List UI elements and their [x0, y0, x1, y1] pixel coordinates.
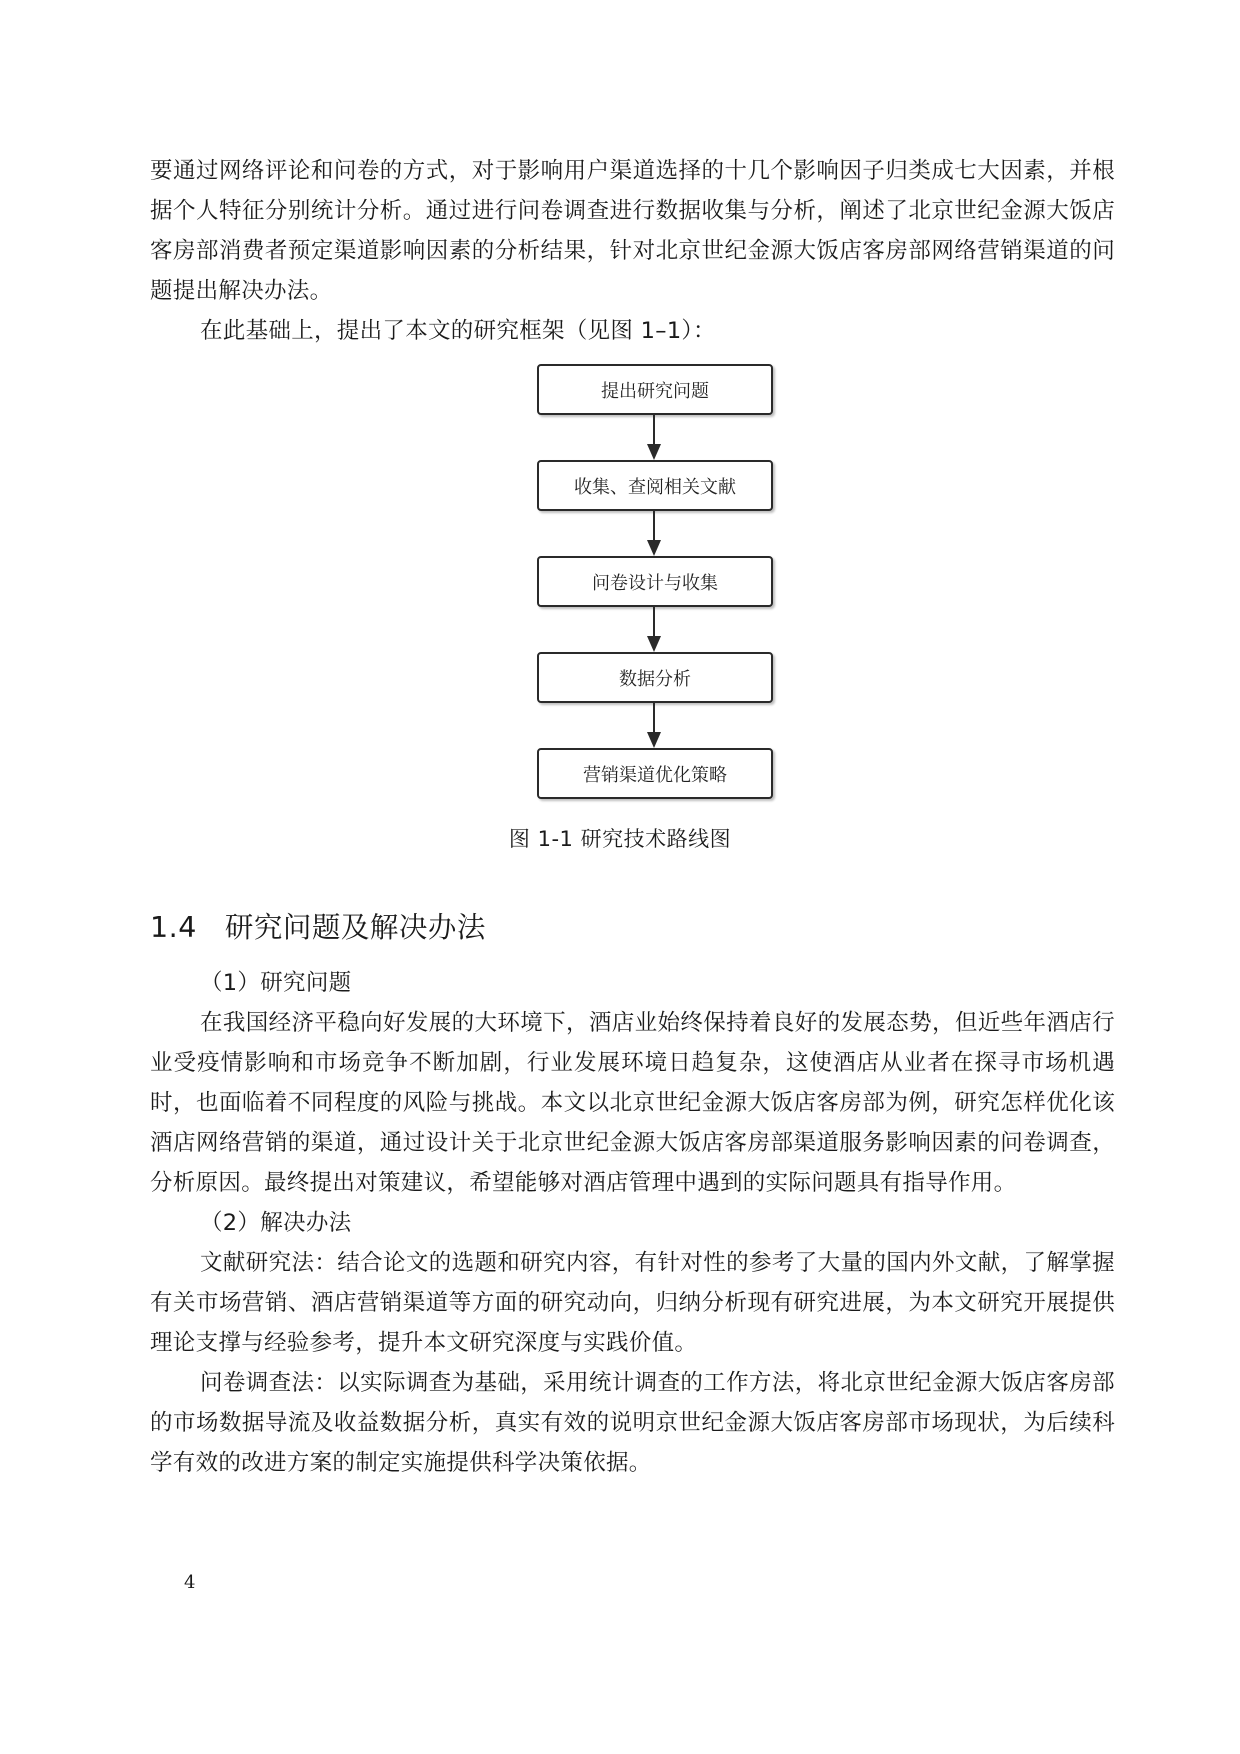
section-heading: [150, 905, 486, 946]
flow-step-3: 问卷设计与收集: [537, 556, 773, 607]
flow-step-4: 数据分析: [537, 652, 773, 703]
arrow-down-icon: [647, 540, 661, 556]
intro-paragraph: 要通过网络评论和问卷的方式，对于影响用户渠道选择的十几个影响因子归类成七大因素，并根据个人特征分别统计分析。通过进行问卷调查进行数据收集与分析，阐述了北京世纪金源大饭店客房部消费者预定渠道影响因素的分析结果，针对北京世纪金源大饭店客房部网络营销渠道的问题提出解决办法。: [150, 158, 1115, 304]
section-number: 1.4: [150, 911, 197, 944]
framework-intro-paragraph: 在此基础上，提出了本文的研究框架（见图 1–1）：: [200, 318, 716, 344]
flow-step-1: 提出研究问题: [537, 364, 773, 415]
subheading-solution: （2）解决办法: [200, 1210, 352, 1236]
research-flowchart: [530, 364, 795, 864]
flow-step-2: 收集、查阅相关文献: [537, 460, 773, 511]
section-title: 研究问题及解决办法: [224, 911, 486, 944]
arrow-down-icon: [647, 636, 661, 652]
questionnaire-method-paragraph: 问卷调查法：以实际调查为基础，采用统计调查的工作方法，将北京世纪金源大饭店客房部的市场数据导流及收益数据分析，真实有效的说明京世纪金源大饭店客房部市场现状，为后续科学有效的改进方案的制定实施提供科学决策依据。: [150, 1370, 1115, 1476]
arrow-down-icon: [647, 444, 661, 460]
arrow-down-icon: [647, 732, 661, 748]
subheading-research-question: （1）研究问题: [200, 970, 352, 996]
intro-text: [150, 151, 1115, 351]
literature-method-paragraph: 文献研究法：结合论文的选题和研究内容，有针对性的参考了大量的国内外文献，了解掌握有关市场营销、酒店营销渠道等方面的研究动向，归纳分析现有研究进展，为本文研究开展提供理论支撑与经验参考，提升本文研究深度与实践价值。: [150, 1250, 1115, 1356]
figure-caption: 图 1-1 研究技术路线图: [508, 827, 732, 851]
research-question-paragraph: 在我国经济平稳向好发展的大环境下，酒店业始终保持着良好的发展态势，但近些年酒店行业受疫情影响和市场竞争不断加剧，行业发展环境日趋复杂，这使酒店从业者在探寻市场机遇时，也面临着不同程度的风险与挑战。本文以北京世纪金源大饭店客房部为例，研究怎样优化该酒店网络营销的渠道，通过设计关于北京世纪金源大饭店客房部渠道服务影响因素的问卷调查，分析原因。最终提出对策建议，希望能够对酒店管理中遇到的实际问题具有指导作用。: [150, 1010, 1115, 1196]
section-body: [150, 963, 1115, 1483]
flow-step-5: 营销渠道优化策略: [537, 748, 773, 799]
page-number: 4: [184, 1572, 196, 1593]
